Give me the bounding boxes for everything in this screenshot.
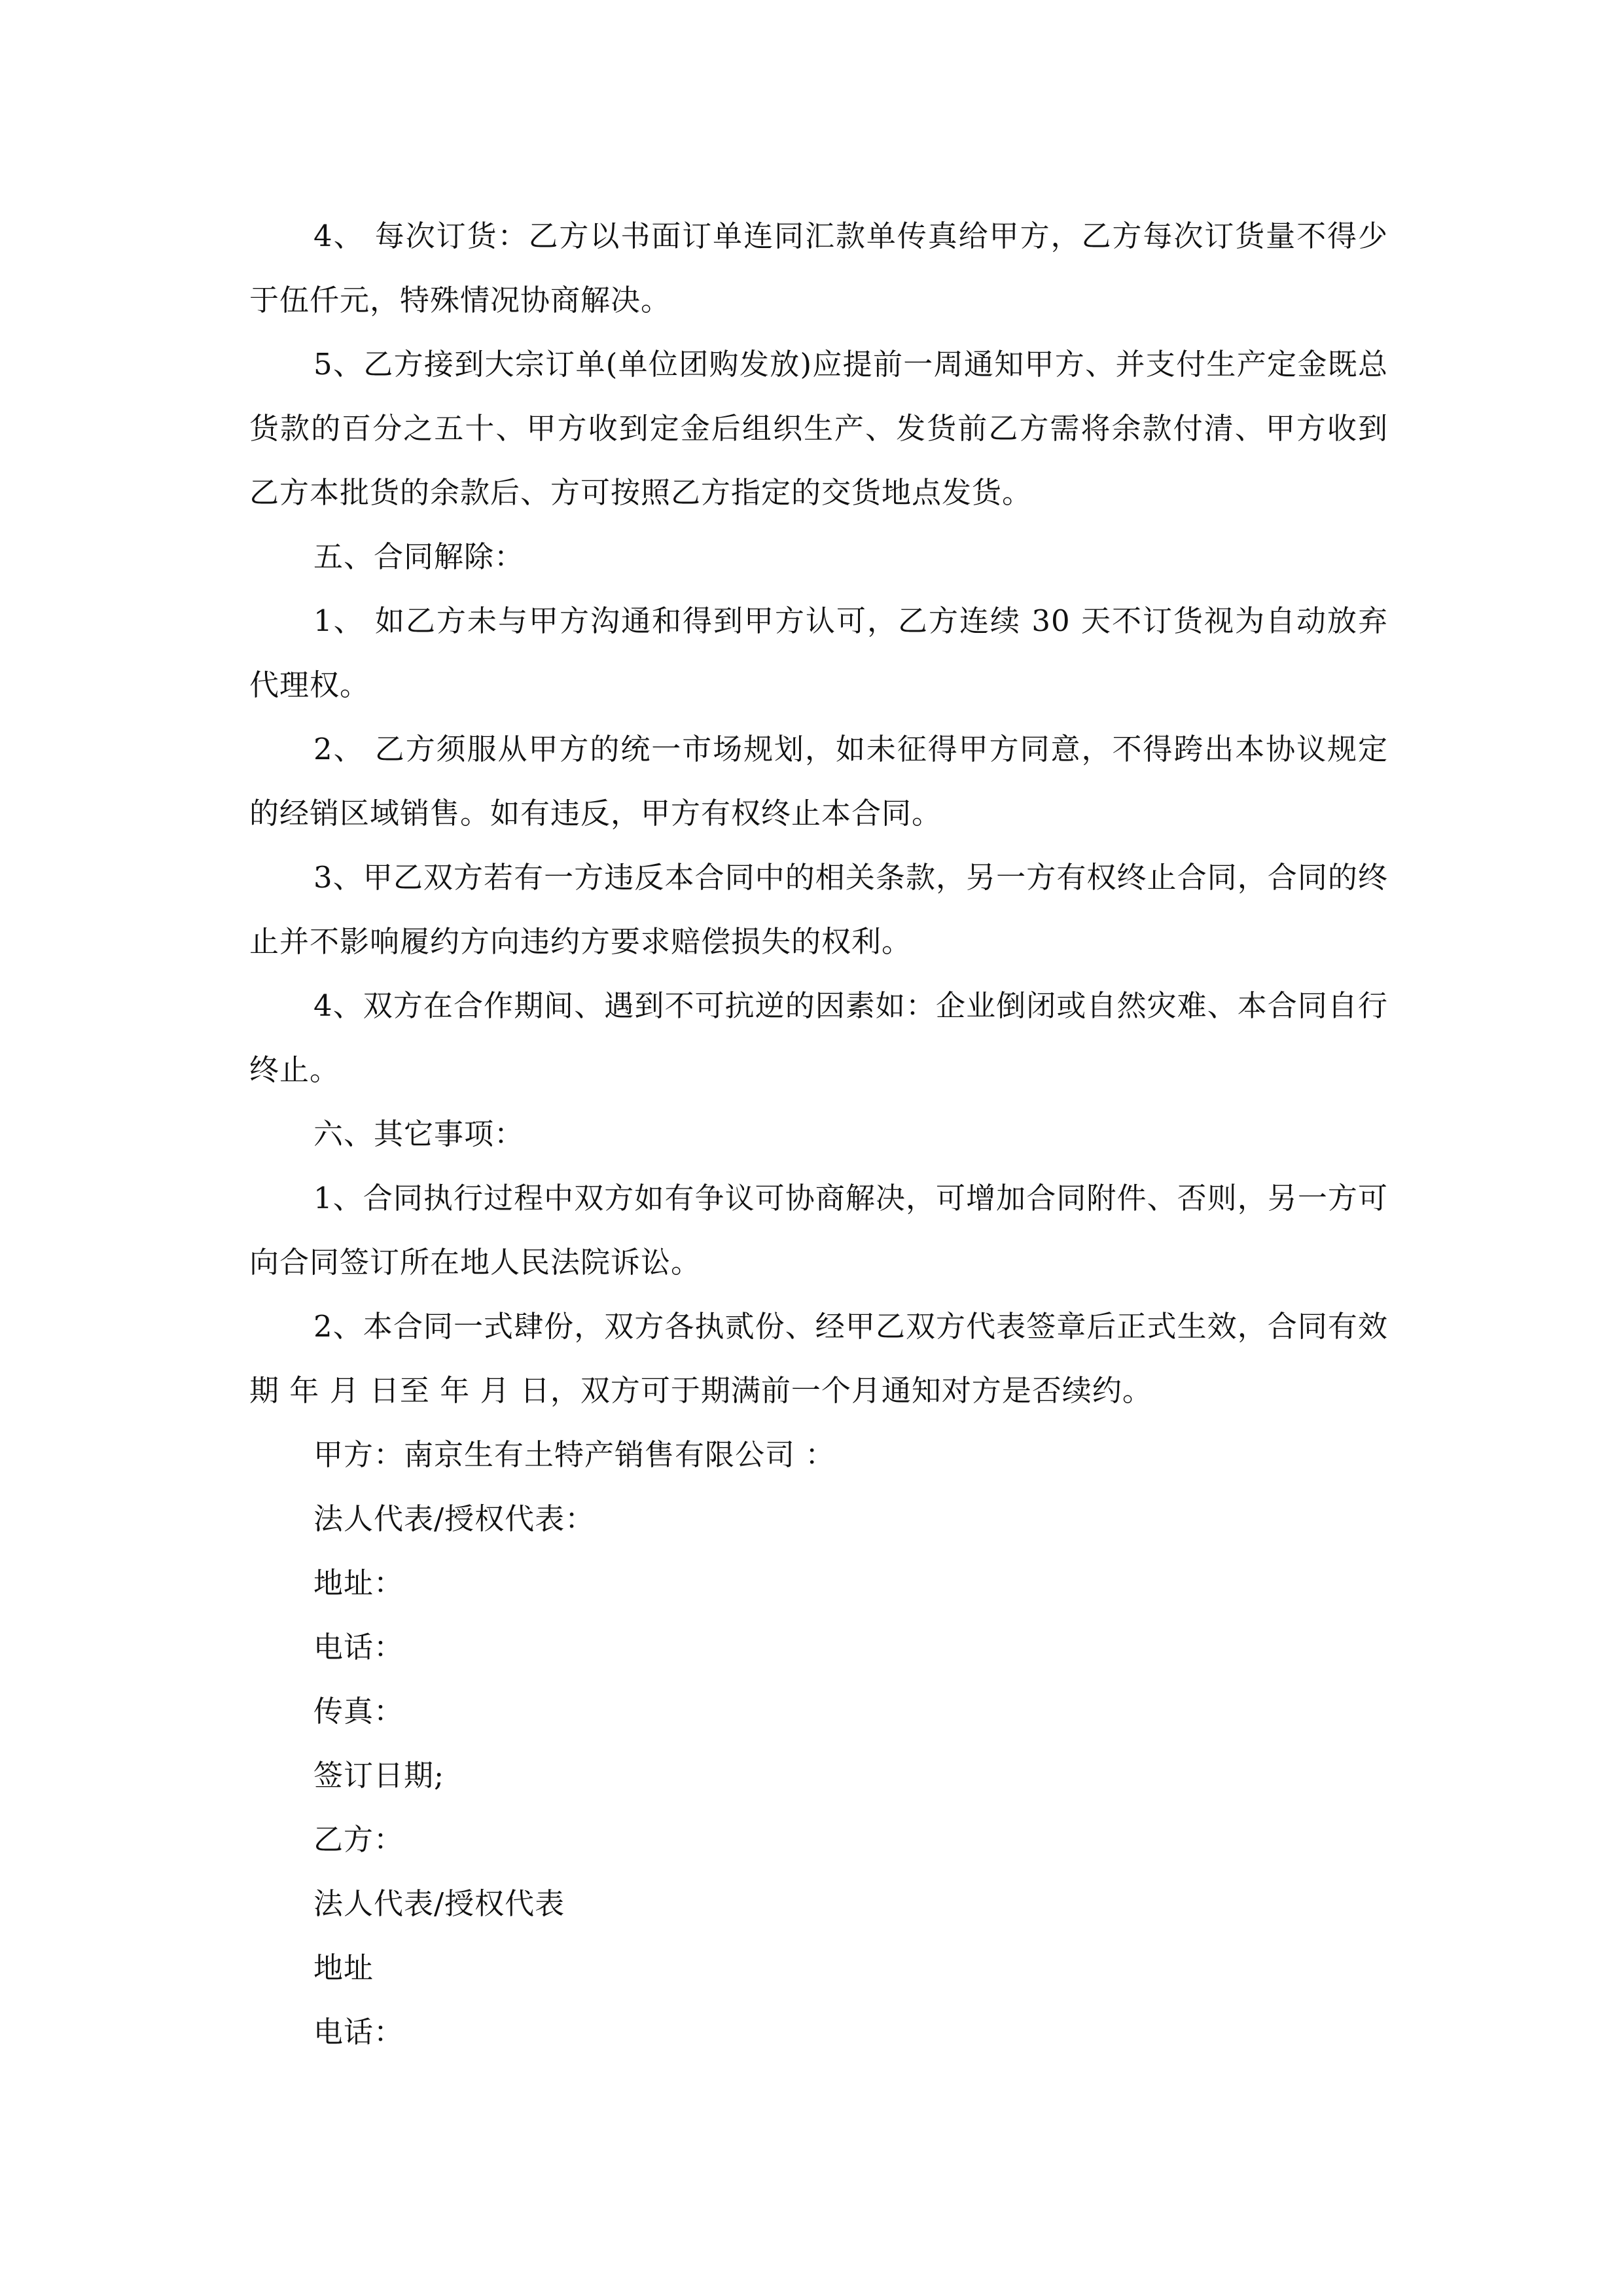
party-a-sign-date: 签订日期;	[313, 1758, 445, 1793]
contract-body	[249, 204, 1388, 2064]
termination-clause-4: 4、双方在合作期间、遇到不可抗逆的因素如：企业倒闭或自然灾难、本合同自行终止。	[249, 988, 1388, 1087]
party-a-fax: 传真：	[313, 1694, 404, 1729]
clause-4-ordering: 4、 每次订货：乙方以书面订单连同汇款单传真给甲方，乙方每次订货量不得少于伍仟元，特殊情况协商解决。	[249, 219, 1388, 317]
party-b-representative: 法人代表/授权代表	[313, 1886, 565, 1921]
party-a-phone: 电话：	[313, 1630, 404, 1664]
termination-clause-2: 2、 乙方须服从甲方的统一市场规划，如未征得甲方同意，不得跨出本协议规定的经销区域销售。如有违反，甲方有权终止本合同。	[249, 732, 1388, 831]
party-a-representative: 法人代表/授权代表：	[313, 1501, 596, 1536]
party-b-name: 乙方：	[313, 1822, 404, 1857]
other-matters-clause-1: 1、合同执行过程中双方如有争议可协商解决，可增加合同附件、否则，另一方可向合同签订所在地人民法院诉讼。	[249, 1181, 1388, 1280]
party-a-address: 地址：	[313, 1566, 404, 1600]
termination-clause-1: 1、 如乙方未与甲方沟通和得到甲方认可，乙方连续 30 天不订货视为自动放弃代理权。	[249, 603, 1388, 702]
other-matters-clause-2: 2、本合同一式肆份，双方各执贰份、经甲乙双方代表签章后正式生效，合同有效期 年 月 日至 年 月 日，双方可于期满前一个月通知对方是否续约。	[249, 1309, 1388, 1408]
signature-block	[249, 1423, 1388, 2064]
party-b-phone: 电话：	[313, 2015, 404, 2049]
section-heading-termination: 五、合同解除：	[313, 539, 525, 574]
termination-clause-3: 3、甲乙双方若有一方违反本合同中的相关条款，另一方有权终止合同，合同的终止并不影响履约方向违约方要求赔偿损失的权利。	[249, 860, 1388, 959]
party-a-name: 甲方：南京生有土特产销售有限公司 ：	[313, 1437, 836, 1472]
party-b-address: 地址	[313, 1950, 374, 1985]
section-heading-other-matters: 六、其它事项：	[313, 1117, 525, 1151]
clause-5-bulk-orders: 5、乙方接到大宗订单(单位团购发放)应提前一周通知甲方、并支付生产定金既总货款的百分之五十、甲方收到定金后组织生产、发货前乙方需将余款付清、甲方收到乙方本批货的余款后、方可按照乙方指定的交货地点发货。	[249, 347, 1388, 510]
